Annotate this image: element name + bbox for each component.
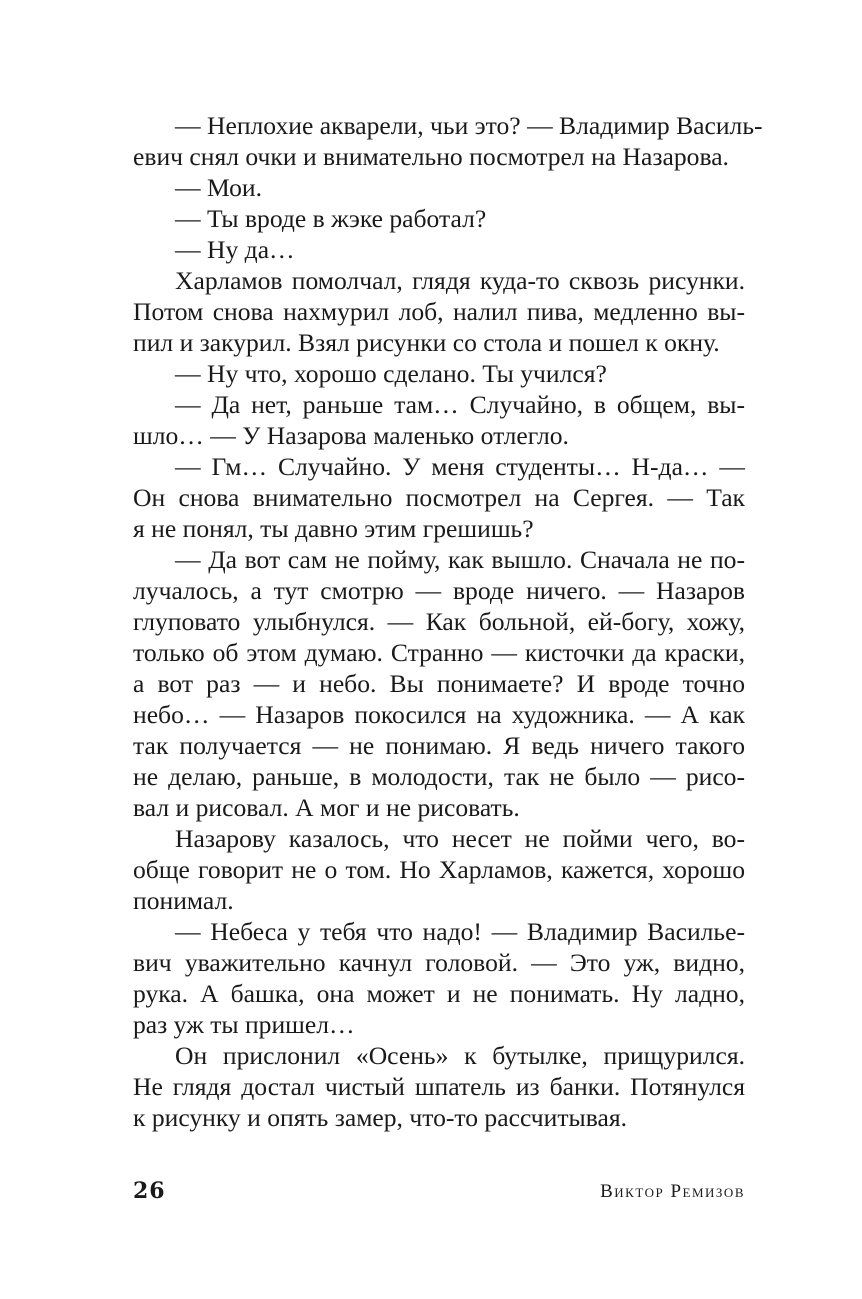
- page-footer: [133, 1178, 745, 1208]
- text-line: обще говорит не о том. Но Харламов, кажется, хорошо: [133, 855, 745, 884]
- text-line: вич уважительно качнул головой. — Это уж, видно,: [133, 948, 745, 977]
- text-line: шло… — У Назарова маленько отлегло.: [133, 421, 569, 450]
- text-line: Не глядя достал чистый шпатель из банки. Потянулся: [133, 1072, 745, 1101]
- text-line: Он снова внимательно посмотрел на Сергея. — Так: [133, 483, 745, 512]
- text-line: — Неплохие акварели, чьи это? — Владимир Василь-: [175, 111, 763, 140]
- text-line: вал и рисовал. А мог и не рисовать.: [133, 793, 520, 822]
- text-line: не делаю, раньше, в молодости, так не было — рисо-: [133, 762, 745, 791]
- text-line: пил и закурил. Взял рисунки со стола и пошел к окну.: [133, 328, 720, 357]
- text-line: Потом снова нахмурил лоб, налил пива, медленно вы-: [133, 297, 745, 326]
- text-line: — Ну да…: [175, 235, 295, 264]
- text-line: так получается — не понимаю. Я ведь ничего такого: [133, 731, 745, 760]
- text-line: глуповато улыбнулся. — Как больной, ей-богу, хожу,: [133, 607, 745, 636]
- body-text: [133, 110, 763, 1133]
- text-line: — Ты вроде в жэке работал?: [175, 204, 487, 233]
- text-line: раз уж ты пришел…: [133, 1010, 355, 1039]
- text-line: Харламов помолчал, глядя куда-то сквозь рисунки.: [175, 266, 745, 295]
- text-line: евич снял очки и внимательно посмотрел на Назарова.: [133, 142, 729, 171]
- text-line: Он прислонил «Осень» к бутылке, прищурился.: [175, 1041, 745, 1070]
- running-author: Виктор Ремизов: [600, 1181, 745, 1202]
- text-line: я не понял, ты давно этим грешишь?: [133, 514, 534, 543]
- text-line: Назарову казалось, что несет не пойми чего, во-: [175, 824, 745, 853]
- text-line: к рисунку и опять замер, что-то рассчитывая.: [133, 1103, 628, 1132]
- text-line: — Да вот сам не пойму, как вышло. Сначала не по-: [175, 545, 745, 574]
- text-line: только об этом думаю. Странно — кисточки да краски,: [133, 638, 745, 667]
- text-line: а вот раз — и небо. Вы понимаете? И вроде точно: [133, 669, 745, 698]
- text-line: — Ну что, хорошо сделано. Ты учился?: [175, 359, 607, 388]
- text-line: — Да нет, раньше там… Случайно, в общем, вы-: [175, 390, 745, 419]
- text-line: лучалось, а тут смотрю — вроде ничего. — Назаров: [133, 576, 745, 605]
- text-line: рука. А башка, она может и не понимать. Ну ладно,: [133, 979, 745, 1008]
- text-line: небо… — Назаров покосился на художника. — А как: [133, 700, 745, 729]
- text-line: понимал.: [133, 886, 234, 915]
- page-number: 26: [133, 1178, 166, 1204]
- text-line: — Гм… Случайно. У меня студенты… Н-да… —: [175, 452, 745, 481]
- text-line: — Мои.: [175, 173, 263, 202]
- text-line: — Небеса у тебя что надо! — Владимир Василье-: [175, 917, 745, 946]
